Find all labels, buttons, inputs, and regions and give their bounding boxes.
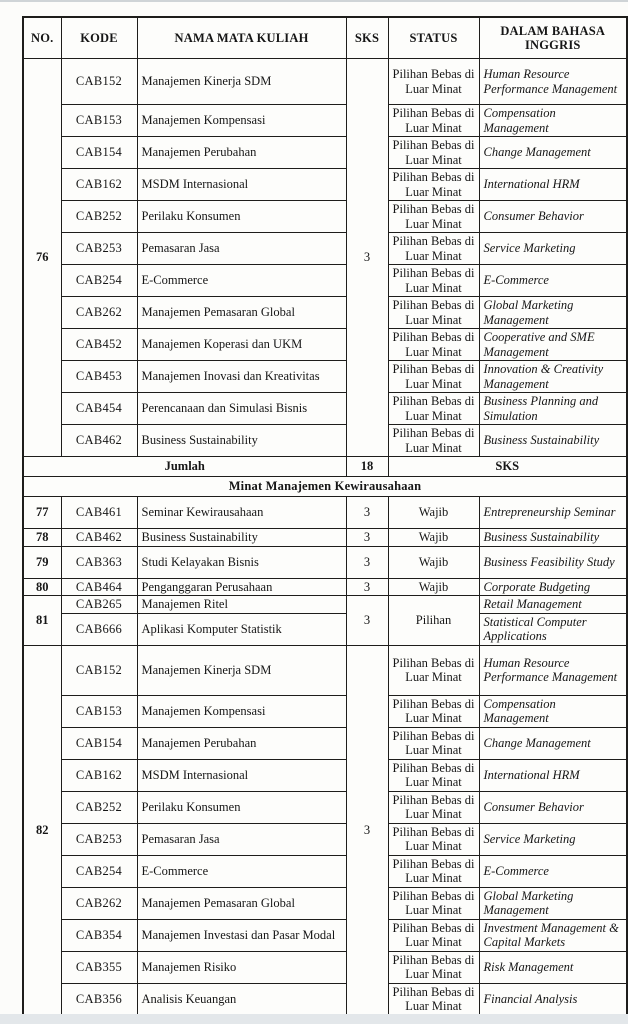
sks-cell: 3 (346, 59, 388, 457)
no-cell: 76 (23, 59, 61, 457)
english-cell: Consumer Behavior (479, 201, 627, 233)
no-cell: 81 (23, 596, 61, 646)
kode-cell: CAB354 (61, 919, 137, 951)
table-row (23, 393, 627, 425)
status-cell: Pilihan Bebas di Luar Minat (388, 137, 479, 169)
kode-cell: CAB154 (61, 137, 137, 169)
table-row (23, 233, 627, 265)
table-row (23, 596, 627, 614)
status-cell: Pilihan Bebas di Luar Minat (388, 425, 479, 457)
english-cell: Compensation Management (479, 695, 627, 727)
table-row (23, 951, 627, 983)
status-cell: Pilihan Bebas di Luar Minat (388, 265, 479, 297)
nama-cell: Manajemen Risiko (137, 951, 346, 983)
table-row (23, 823, 627, 855)
english-cell: Compensation Management (479, 105, 627, 137)
english-cell: Global Marketing Management (479, 297, 627, 329)
kode-cell: CAB265 (61, 596, 137, 614)
kode-cell: CAB453 (61, 361, 137, 393)
english-cell: Entrepreneurship Seminar (479, 497, 627, 529)
table-row (23, 329, 627, 361)
kode-cell: CAB262 (61, 887, 137, 919)
nama-cell: Manajemen Kompensasi (137, 695, 346, 727)
nama-cell: Studi Kelayakan Bisnis (137, 546, 346, 578)
english-cell: Business Feasibility Study (479, 546, 627, 578)
table-row (23, 497, 627, 529)
nama-cell: Manajemen Koperasi dan UKM (137, 329, 346, 361)
table-row (23, 529, 627, 547)
table-row (23, 265, 627, 297)
kode-cell: CAB666 (61, 613, 137, 645)
english-cell: Global Marketing Management (479, 887, 627, 919)
table-row (23, 105, 627, 137)
english-cell: E-Commerce (479, 265, 627, 297)
english-cell: Human Resource Performance Management (479, 645, 627, 695)
column-header-kode: KODE (61, 17, 137, 59)
sks-cell: 3 (346, 529, 388, 547)
table-row (23, 201, 627, 233)
scan-edge-top (0, 0, 628, 2)
english-cell: E-Commerce (479, 855, 627, 887)
status-cell: Pilihan Bebas di Luar Minat (388, 951, 479, 983)
english-cell: Change Management (479, 137, 627, 169)
kode-cell: CAB454 (61, 393, 137, 425)
english-cell: Financial Analysis (479, 983, 627, 1016)
kode-cell: CAB152 (61, 645, 137, 695)
column-header-no: NO. (23, 17, 61, 59)
english-cell: Business Planning and Simulation (479, 393, 627, 425)
table-row (23, 855, 627, 887)
kode-cell: CAB464 (61, 578, 137, 596)
table-row (23, 645, 627, 695)
kode-cell: CAB152 (61, 59, 137, 105)
nama-cell: E-Commerce (137, 265, 346, 297)
status-cell: Wajib (388, 497, 479, 529)
kode-cell: CAB253 (61, 233, 137, 265)
sks-cell: 3 (346, 645, 388, 1016)
no-cell: 80 (23, 578, 61, 596)
table-row (23, 695, 627, 727)
status-cell: Pilihan Bebas di Luar Minat (388, 727, 479, 759)
nama-cell: Aplikasi Komputer Statistik (137, 613, 346, 645)
kode-cell: CAB461 (61, 497, 137, 529)
nama-cell: Pemasaran Jasa (137, 233, 346, 265)
english-cell: Change Management (479, 727, 627, 759)
english-cell: Service Marketing (479, 233, 627, 265)
document-page (0, 2, 628, 1014)
section-title: Minat Manajemen Kewirausahaan (23, 477, 627, 497)
english-cell: International HRM (479, 759, 627, 791)
no-cell: 78 (23, 529, 61, 547)
sks-cell: 3 (346, 497, 388, 529)
english-cell: Retail Management (479, 596, 627, 614)
status-cell: Wajib (388, 578, 479, 596)
nama-cell: Manajemen Pemasaran Global (137, 297, 346, 329)
kode-cell: CAB363 (61, 546, 137, 578)
english-cell: Consumer Behavior (479, 791, 627, 823)
table-row (23, 137, 627, 169)
kode-cell: CAB262 (61, 297, 137, 329)
table-row (23, 727, 627, 759)
english-cell: International HRM (479, 169, 627, 201)
summary-row (23, 457, 627, 477)
nama-cell: Penganggaran Perusahaan (137, 578, 346, 596)
nama-cell: Manajemen Kinerja SDM (137, 59, 346, 105)
status-cell: Pilihan Bebas di Luar Minat (388, 695, 479, 727)
status-cell: Pilihan Bebas di Luar Minat (388, 645, 479, 695)
nama-cell: Manajemen Inovasi dan Kreativitas (137, 361, 346, 393)
english-cell: Statistical Computer Applications (479, 613, 627, 645)
kode-cell: CAB154 (61, 727, 137, 759)
table-row (23, 759, 627, 791)
status-cell: Pilihan Bebas di Luar Minat (388, 887, 479, 919)
course-table (22, 16, 628, 1017)
nama-cell: Manajemen Kinerja SDM (137, 645, 346, 695)
status-cell: Pilihan Bebas di Luar Minat (388, 919, 479, 951)
nama-cell: E-Commerce (137, 855, 346, 887)
summary-label: Jumlah (23, 457, 346, 477)
status-cell: Pilihan Bebas di Luar Minat (388, 169, 479, 201)
column-header-nama: NAMA MATA KULIAH (137, 17, 346, 59)
kode-cell: CAB253 (61, 823, 137, 855)
english-cell: Risk Management (479, 951, 627, 983)
kode-cell: CAB162 (61, 759, 137, 791)
table-row (23, 546, 627, 578)
kode-cell: CAB153 (61, 105, 137, 137)
status-cell: Pilihan Bebas di Luar Minat (388, 791, 479, 823)
nama-cell: Manajemen Kompensasi (137, 105, 346, 137)
english-cell: Innovation & Creativity Management (479, 361, 627, 393)
sks-cell: 3 (346, 546, 388, 578)
sks-cell: 3 (346, 578, 388, 596)
summary-sks: 18 (346, 457, 388, 477)
status-cell: Wajib (388, 529, 479, 547)
scan-edge-bottom (0, 1014, 628, 1024)
nama-cell: Business Sustainability (137, 529, 346, 547)
kode-cell: CAB462 (61, 425, 137, 457)
no-cell: 77 (23, 497, 61, 529)
status-cell: Pilihan Bebas di Luar Minat (388, 297, 479, 329)
status-cell: Pilihan Bebas di Luar Minat (388, 59, 479, 105)
section-header-row (23, 477, 627, 497)
status-cell: Pilihan Bebas di Luar Minat (388, 233, 479, 265)
status-cell: Pilihan Bebas di Luar Minat (388, 201, 479, 233)
nama-cell: Pemasaran Jasa (137, 823, 346, 855)
nama-cell: Perilaku Konsumen (137, 201, 346, 233)
kode-cell: CAB252 (61, 791, 137, 823)
english-cell: Business Sustainability (479, 529, 627, 547)
nama-cell: Manajemen Perubahan (137, 137, 346, 169)
table-row (23, 919, 627, 951)
status-cell: Pilihan Bebas di Luar Minat (388, 393, 479, 425)
kode-cell: CAB452 (61, 329, 137, 361)
kode-cell: CAB162 (61, 169, 137, 201)
status-cell: Pilihan Bebas di Luar Minat (388, 855, 479, 887)
table-row (23, 983, 627, 1016)
nama-cell: Manajemen Pemasaran Global (137, 887, 346, 919)
table-row (23, 578, 627, 596)
nama-cell: Manajemen Perubahan (137, 727, 346, 759)
status-cell: Pilihan Bebas di Luar Minat (388, 105, 479, 137)
nama-cell: Perilaku Konsumen (137, 791, 346, 823)
status-cell: Pilihan Bebas di Luar Minat (388, 983, 479, 1016)
no-cell: 79 (23, 546, 61, 578)
nama-cell: MSDM Internasional (137, 169, 346, 201)
table-row (23, 59, 627, 105)
column-header-sks: SKS (346, 17, 388, 59)
status-cell: Pilihan Bebas di Luar Minat (388, 823, 479, 855)
status-cell: Wajib (388, 546, 479, 578)
table-row (23, 297, 627, 329)
no-cell: 82 (23, 645, 61, 1016)
sks-cell: 3 (346, 596, 388, 646)
table-row (23, 613, 627, 645)
status-cell: Pilihan Bebas di Luar Minat (388, 759, 479, 791)
status-cell: Pilihan Bebas di Luar Minat (388, 361, 479, 393)
english-cell: Cooperative and SME Management (479, 329, 627, 361)
table-row (23, 425, 627, 457)
kode-cell: CAB153 (61, 695, 137, 727)
kode-cell: CAB462 (61, 529, 137, 547)
nama-cell: Perencanaan dan Simulasi Bisnis (137, 393, 346, 425)
status-cell: Pilihan Bebas di Luar Minat (388, 329, 479, 361)
nama-cell: Seminar Kewirausahaan (137, 497, 346, 529)
kode-cell: CAB254 (61, 855, 137, 887)
kode-cell: CAB356 (61, 983, 137, 1016)
table-row (23, 887, 627, 919)
column-header-inggris: DALAM BAHASA INGGRIS (479, 17, 627, 59)
column-header-status: STATUS (388, 17, 479, 59)
english-cell: Service Marketing (479, 823, 627, 855)
english-cell: Investment Management & Capital Markets (479, 919, 627, 951)
nama-cell: Business Sustainability (137, 425, 346, 457)
kode-cell: CAB252 (61, 201, 137, 233)
english-cell: Corporate Budgeting (479, 578, 627, 596)
nama-cell: Manajemen Investasi dan Pasar Modal (137, 919, 346, 951)
table-row (23, 169, 627, 201)
status-cell: Pilihan (388, 596, 479, 646)
header-row (23, 17, 627, 59)
table-row (23, 361, 627, 393)
kode-cell: CAB355 (61, 951, 137, 983)
english-cell: Human Resource Performance Management (479, 59, 627, 105)
nama-cell: Manajemen Ritel (137, 596, 346, 614)
summary-unit: SKS (388, 457, 627, 477)
english-cell: Business Sustainability (479, 425, 627, 457)
nama-cell: Analisis Keuangan (137, 983, 346, 1016)
nama-cell: MSDM Internasional (137, 759, 346, 791)
kode-cell: CAB254 (61, 265, 137, 297)
table-row (23, 791, 627, 823)
